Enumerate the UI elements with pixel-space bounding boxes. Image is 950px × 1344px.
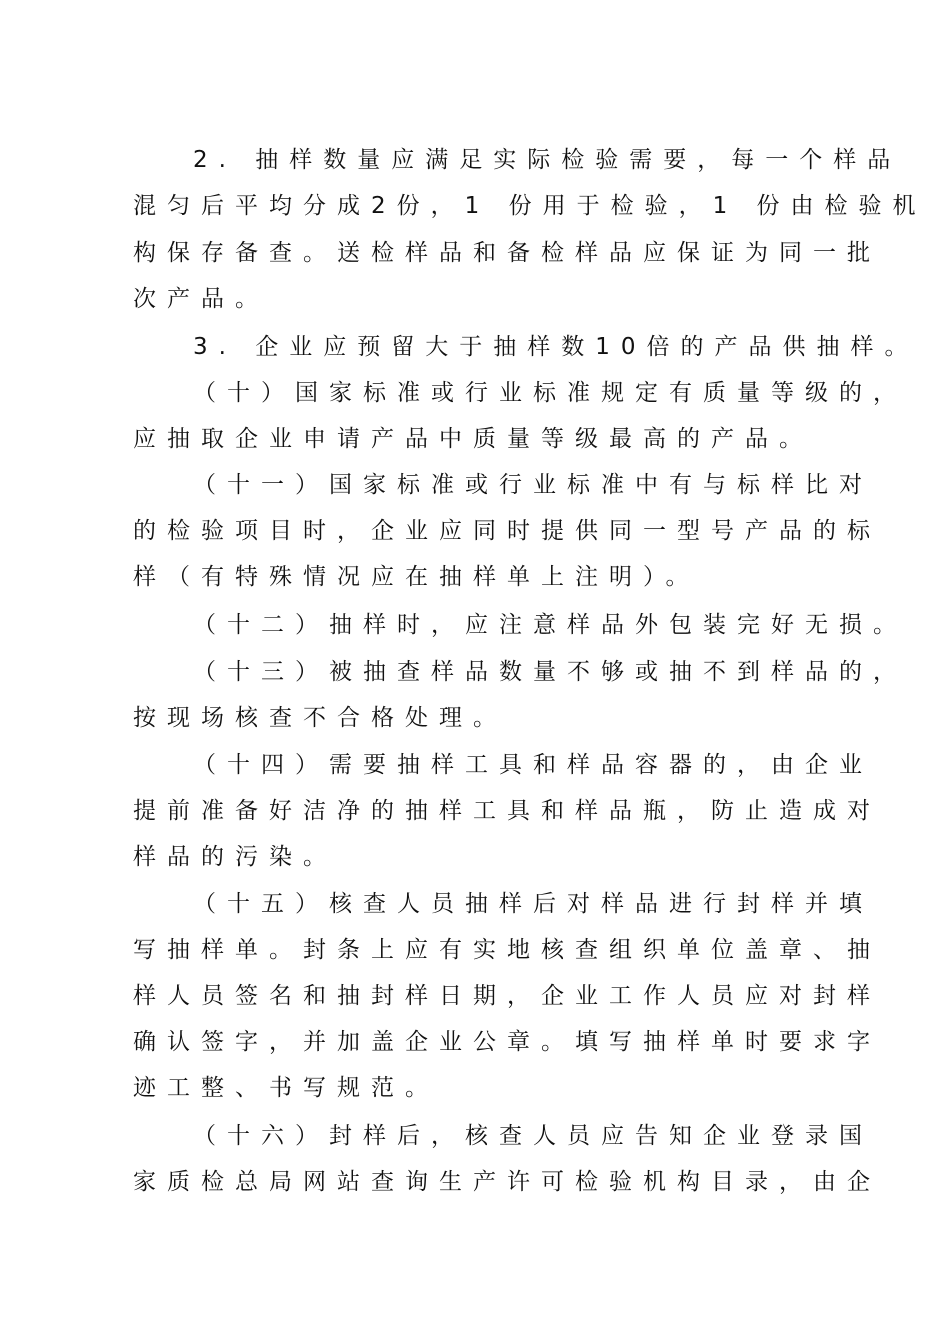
paragraph-line: 写抽样单。封条上应有实地核查组织单位盖章、抽 <box>133 937 881 963</box>
paragraph-line: 混匀后平均分成2份，1 份用于检验，1 份由检验机 <box>133 193 927 219</box>
paragraph-line: 样（有特殊情况应在抽样单上注明）。 <box>133 564 700 590</box>
paragraph-line: 3. 企业应预留大于抽样数10倍的产品供抽样。 <box>193 334 919 360</box>
paragraph-line: 应抽取企业申请产品中质量等级最高的产品。 <box>133 426 813 452</box>
paragraph-line: 次产品。 <box>133 286 269 312</box>
paragraph-line: 家质检总局网站查询生产许可检验机构目录，由企 <box>133 1169 881 1195</box>
paragraph-line: （十三）被抽查样品数量不够或抽不到样品的， <box>193 659 907 685</box>
paragraph-line: 2. 抽样数量应满足实际检验需要，每一个样品 <box>193 147 902 173</box>
paragraph-line: 样品的污染。 <box>133 844 337 870</box>
paragraph-line: 确认签字，并加盖企业公章。填写抽样单时要求字 <box>133 1029 881 1055</box>
paragraph-line: （十五）核查人员抽样后对样品进行封样并填 <box>193 891 873 917</box>
paragraph-line: （十二）抽样时，应注意样品外包装完好无损。 <box>193 612 907 638</box>
paragraph-line: （十一）国家标准或行业标准中有与标样比对 <box>193 472 873 498</box>
paragraph-line: 提前准备好洁净的抽样工具和样品瓶，防止造成对 <box>133 798 881 824</box>
paragraph-line: （十）国家标准或行业标准规定有质量等级的， <box>193 380 907 406</box>
paragraph-line: 迹工整、书写规范。 <box>133 1075 439 1101</box>
paragraph-line: 的检验项目时，企业应同时提供同一型号产品的标 <box>133 518 881 544</box>
paragraph-line: 构保存备查。送检样品和备检样品应保证为同一批 <box>133 240 881 266</box>
paragraph-line: 样人员签名和抽封样日期，企业工作人员应对封样 <box>133 983 881 1009</box>
paragraph-line: （十四）需要抽样工具和样品容器的，由企业 <box>193 752 873 778</box>
paragraph-line: （十六）封样后，核查人员应告知企业登录国 <box>193 1123 873 1149</box>
paragraph-line: 按现场核查不合格处理。 <box>133 705 507 731</box>
